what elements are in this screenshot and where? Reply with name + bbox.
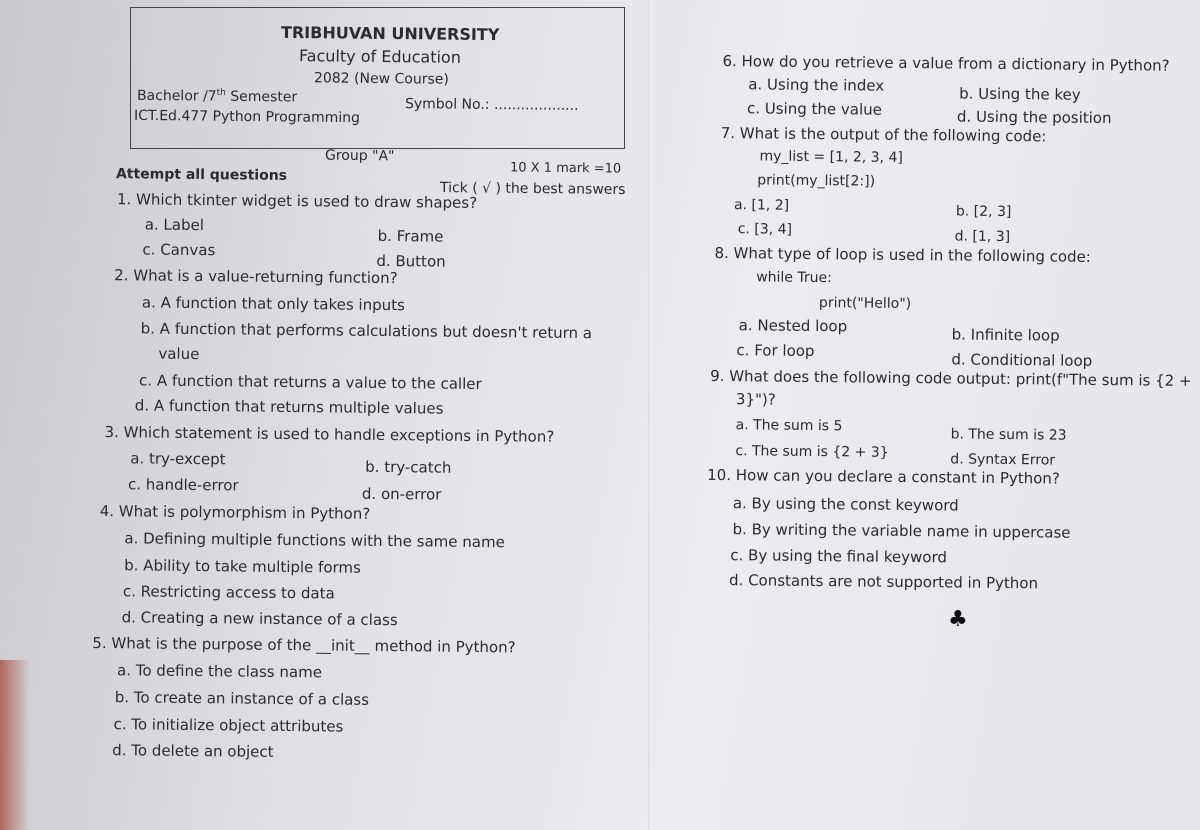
q4-option-b: b. Ability to take multiple forms xyxy=(124,556,361,577)
q1-option-c: c. Canvas xyxy=(142,240,216,260)
question-5: 5. What is the purpose of the __init__ method in Python? xyxy=(92,633,516,657)
q5-option-b: b. To create an instance of a class xyxy=(114,688,370,709)
question-3: 3. Which statement is used to handle exceptions in Python? xyxy=(104,423,555,446)
faculty-name: Faculty of Education xyxy=(298,46,462,67)
q2-option-d: d. A function that returns multiple values xyxy=(134,396,444,418)
q7-code-line-2: print(my_list[2:]) xyxy=(757,172,876,190)
q8-option-d: d. Conditional loop xyxy=(951,350,1093,370)
q10-option-c: c. By using the final keyword xyxy=(730,546,948,567)
q3-option-c: c. handle-error xyxy=(127,475,239,495)
q8-option-a: a. Nested loop xyxy=(738,316,848,336)
page-shadow xyxy=(0,660,30,830)
club-mark-icon: ♣ xyxy=(948,607,968,632)
q8-option-b: b. Infinite loop xyxy=(951,325,1060,345)
q9-option-c: c. The sum is {2 + 3} xyxy=(735,443,889,461)
q5-option-d: d. To delete an object xyxy=(112,741,274,761)
level-prefix: Bachelor /7 xyxy=(136,87,217,105)
q6-option-a: a. Using the index xyxy=(748,75,885,95)
q1-option-b: b. Frame xyxy=(377,226,444,246)
q3-option-b: b. try-catch xyxy=(365,457,452,477)
q1-option-a: a. Label xyxy=(144,215,205,235)
attempt-instruction: Attempt all questions xyxy=(115,166,288,184)
q8-code-line-2: print("Hello") xyxy=(818,295,912,313)
q7-code-line-1: my_list = [1, 2, 3, 4] xyxy=(759,148,903,166)
exam-year: 2082 (New Course) xyxy=(313,70,449,88)
q6-option-b: b. Using the key xyxy=(959,84,1081,104)
q2-option-a: a. A function that only takes inputs xyxy=(141,293,405,315)
q7-option-b: b. [2, 3] xyxy=(955,203,1012,221)
q7-option-a: a. [1, 2] xyxy=(733,197,790,214)
q10-option-b: b. By writing the variable name in uppercase xyxy=(732,520,1071,542)
q5-option-c: c. To initialize object attributes xyxy=(113,715,344,736)
question-10: 10. How can you declare a constant in Python? xyxy=(707,465,1060,488)
course-title: ICT.Ed.477 Python Programming xyxy=(133,107,361,127)
q10-option-d: d. Constants are not supported in Python xyxy=(728,571,1039,593)
q3-option-d: d. on-error xyxy=(361,484,442,504)
q6-option-c: c. Using the value xyxy=(746,99,883,119)
symbol-number: Symbol No.: ................... xyxy=(404,96,579,114)
tick-instruction: Tick ( √ ) the best answers xyxy=(439,180,626,198)
page-fold xyxy=(648,0,651,830)
level-sup: th xyxy=(216,87,226,99)
q2-option-b: b. A function that performs calculations but doesn't return a xyxy=(140,319,593,343)
q7-option-c: c. [3, 4] xyxy=(737,221,793,238)
group-title: Group "A" xyxy=(324,147,395,165)
level-suffix: Semester xyxy=(225,88,298,106)
q1-option-d: d. Button xyxy=(376,251,446,271)
q9-option-a: a. The sum is 5 xyxy=(735,417,843,435)
question-9: 9. What does the following code output: print(f"The sum is {2 + xyxy=(710,366,1192,390)
question-6: 6. How do you retrieve a value from a dictionary in Python? xyxy=(722,52,1170,75)
university-name: TRIBHUVAN UNIVERSITY xyxy=(280,22,500,45)
q8-code-line-1: while True: xyxy=(756,269,832,287)
semester-level xyxy=(137,83,297,106)
q5-option-a: a. To define the class name xyxy=(116,661,323,682)
question-8: 8. What type of loop is used in the following code: xyxy=(714,243,1091,266)
q8-option-c: c. For loop xyxy=(736,341,815,360)
q9-option-b: b. The sum is 23 xyxy=(950,426,1067,444)
q9-option-d: d. Syntax Error xyxy=(950,451,1056,469)
question-4: 4. What is polymorphism in Python? xyxy=(99,502,371,523)
question-2: 2. What is a value-returning function? xyxy=(114,266,398,288)
q2-option-c: c. A function that returns a value to the caller xyxy=(139,371,482,394)
question-1: 1. Which tkinter widget is used to draw shapes? xyxy=(116,190,478,212)
q7-option-d: d. [1, 3] xyxy=(954,228,1011,246)
q4-option-d: d. Creating a new instance of a class xyxy=(121,608,398,630)
group-marks: 10 X 1 mark =10 xyxy=(509,160,622,177)
question-7: 7. What is the output of the following code: xyxy=(720,123,1047,146)
q2-option-b-cont: value xyxy=(158,344,200,364)
question-9-cont: 3}")? xyxy=(735,390,776,409)
q4-option-a: a. Defining multiple functions with the same name xyxy=(124,529,505,552)
q3-option-a: a. try-except xyxy=(130,449,226,469)
q10-option-a: a. By using the const keyword xyxy=(732,494,959,515)
q4-option-c: c. Restricting access to data xyxy=(122,582,335,603)
q6-option-d: d. Using the position xyxy=(956,107,1112,128)
